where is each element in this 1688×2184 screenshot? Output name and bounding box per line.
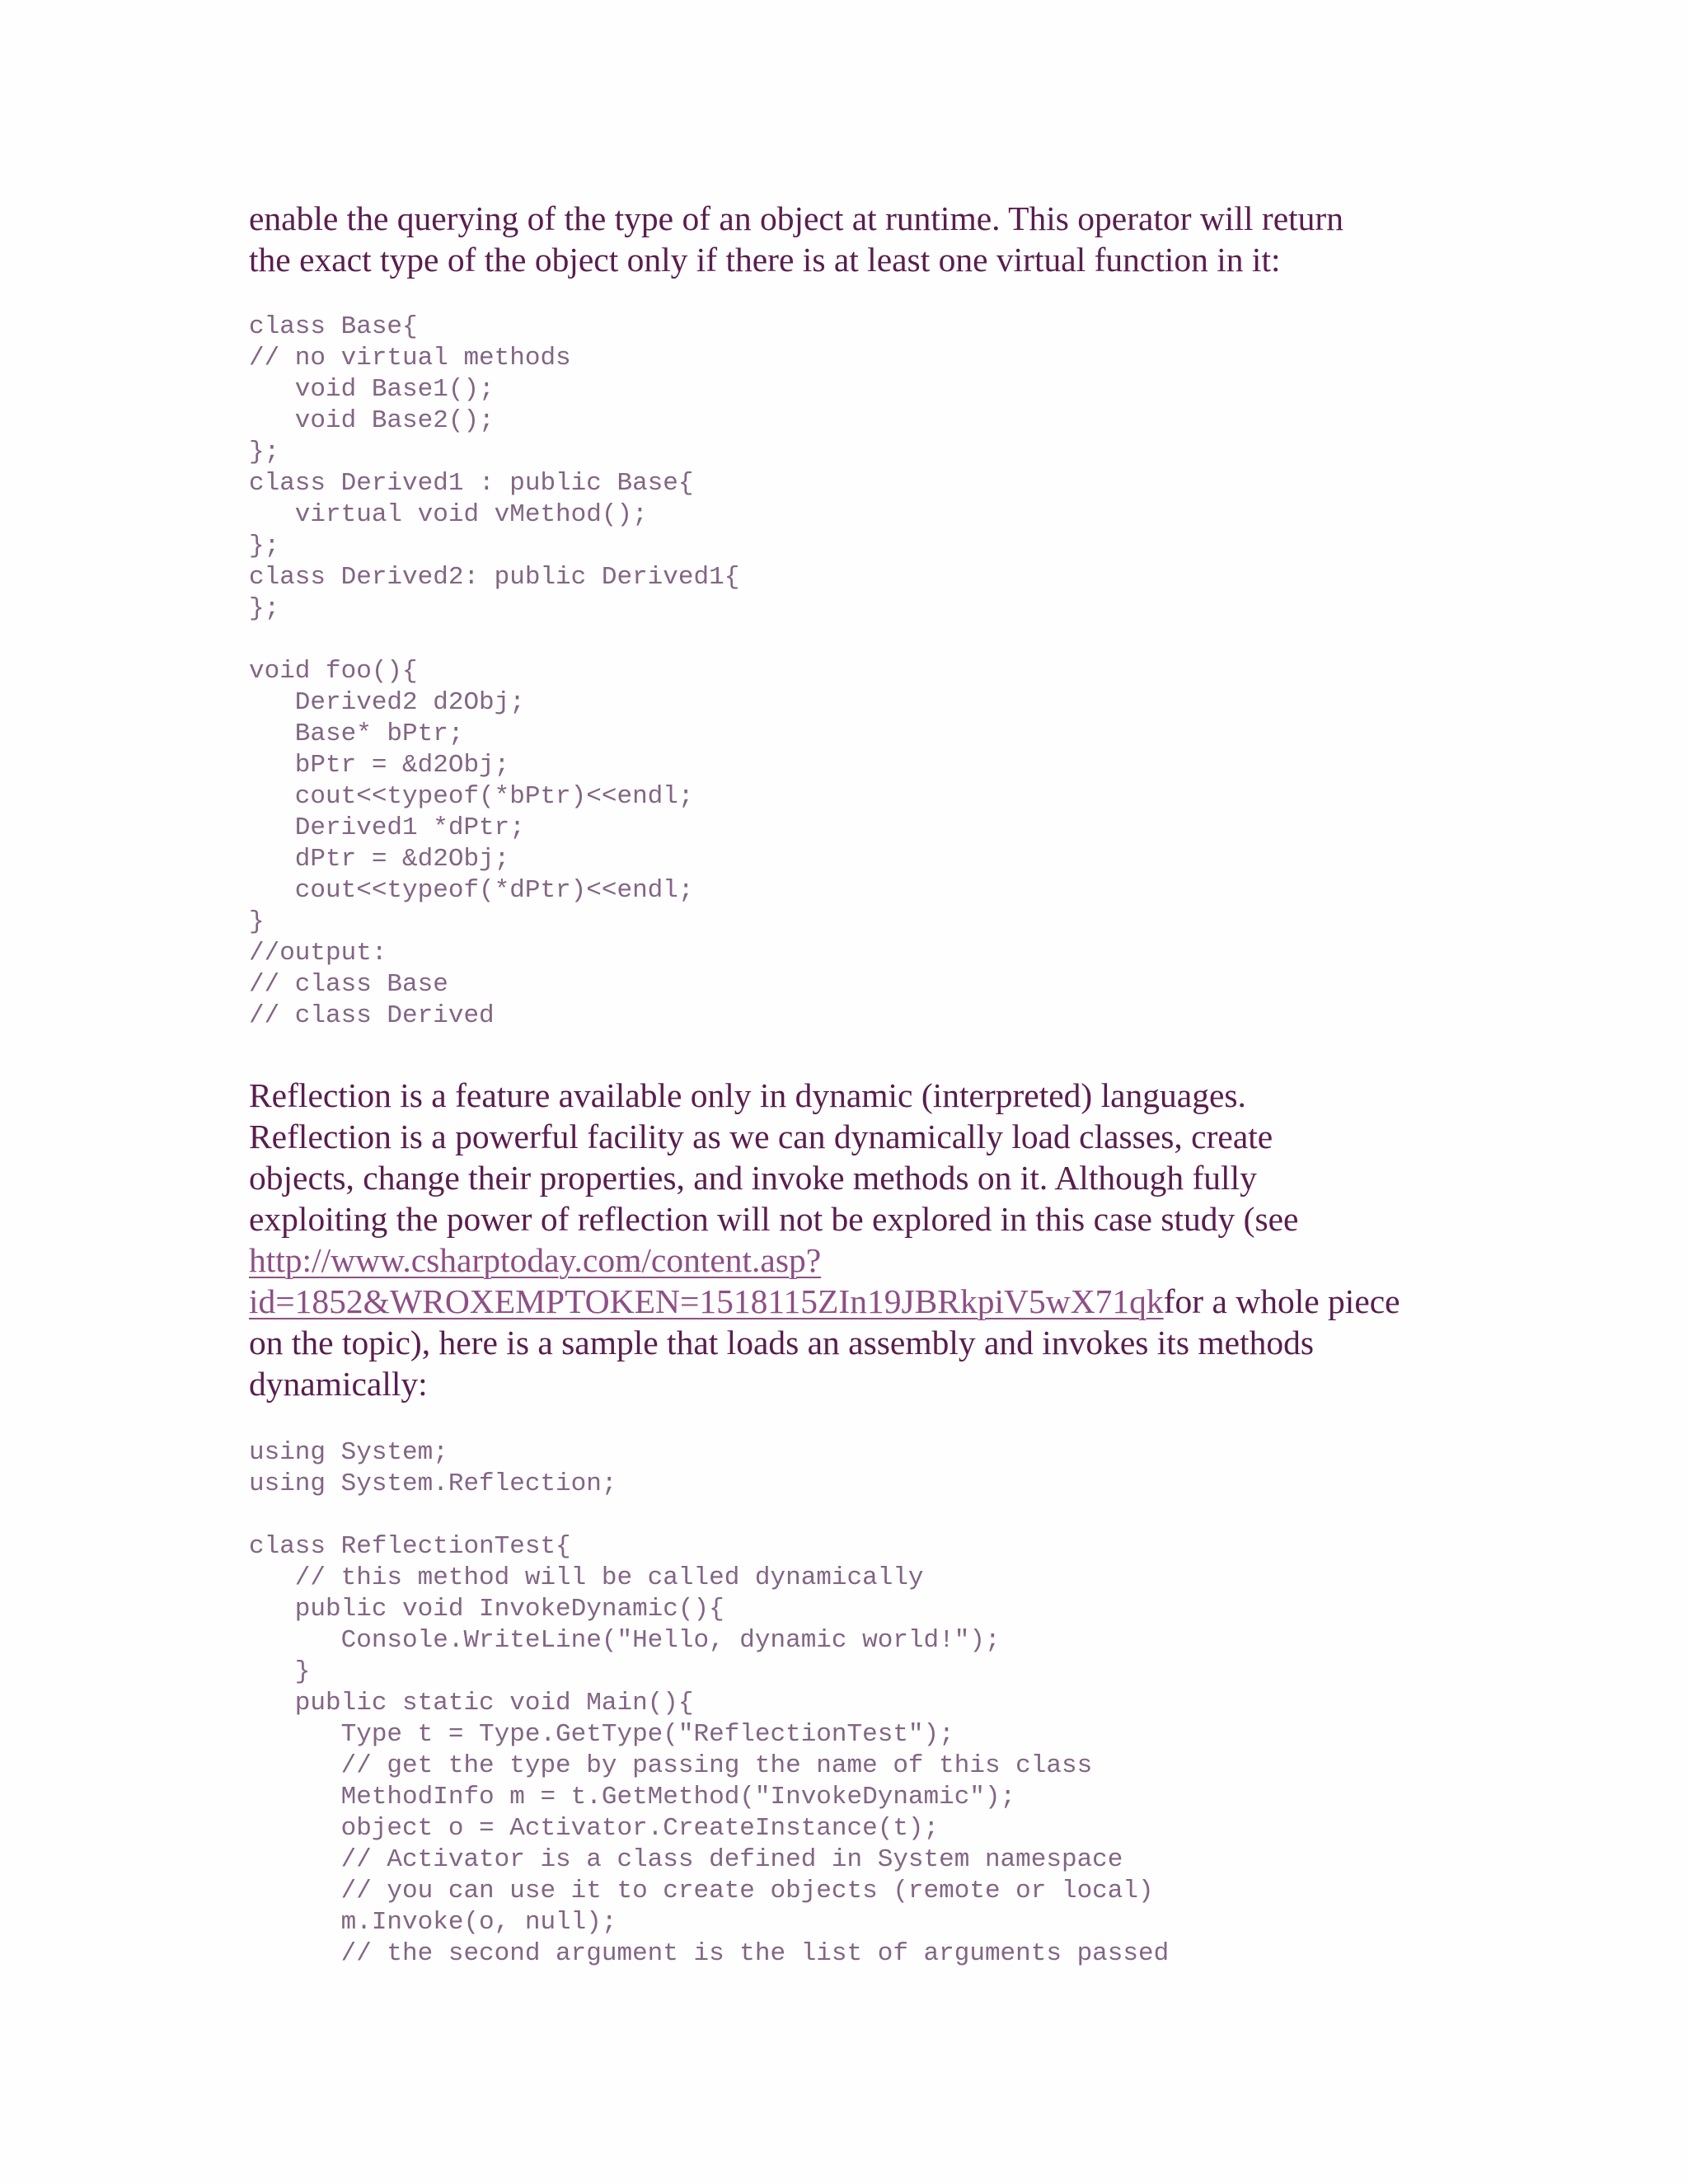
code-line: Derived2 d2Obj; [249,688,525,717]
code-line: using System.Reflection; [249,1469,617,1498]
code-line: class Derived2: public Derived1{ [249,563,740,592]
code-line: public void InvokeDynamic(){ [249,1595,724,1624]
code-line: // get the type by passing the name of this class [249,1751,1093,1780]
code-line: // class Base [249,970,448,999]
code-line: bPtr = &d2Obj; [249,751,510,780]
code-line: object o = Activator.CreateInstance(t); [249,1814,940,1843]
code-line: class ReflectionTest{ [249,1532,571,1561]
document-page [249,198,1452,1970]
code-line: // Activator is a class defined in System namespace [249,1845,1123,1874]
code-line: Base* bPtr; [249,719,464,748]
link-text-part1[interactable]: http://www.csharptoday.com/content.asp? [249,1241,822,1279]
code-line: m.Invoke(o, null); [249,1908,617,1937]
code-line: Type t = Type.GetType("ReflectionTest"); [249,1720,954,1749]
text-line: dynamically: [249,1365,428,1403]
code-line: // the second argument is the list of arguments passed [249,1939,1170,1968]
code-block-reflection [249,1437,1452,1970]
code-line: MethodInfo m = t.GetMethod("InvokeDynamic"); [249,1783,1016,1811]
text-fragment: for a whole piece [1163,1282,1400,1320]
code-line: cout<<typeof(*dPtr)<<endl; [249,876,694,905]
code-line: using System; [249,1438,448,1467]
text-line: the exact type of the object only if there is at least one virtual function in it: [249,241,1281,279]
text-line: objects, change their properties, and invoke methods on it. Although fully [249,1159,1257,1197]
code-line: } [249,907,265,936]
code-line: } [249,1657,311,1686]
code-line: void Base2(); [249,406,495,435]
code-line: void foo(){ [249,657,418,686]
text-line: enable the querying of the type of an object at runtime. This operator will return [249,199,1343,237]
code-line: // you can use it to create objects (remote or local) [249,1877,1154,1905]
code-line: }; [249,438,280,466]
code-line: Derived1 *dPtr; [249,813,525,842]
code-line: //output: [249,939,387,968]
csharptoday-link[interactable] [249,1241,1164,1320]
code-line: // this method will be called dynamically [249,1563,924,1592]
code-line: Console.WriteLine("Hello, dynamic world!"); [249,1626,1001,1655]
reflection-paragraph [249,1075,1452,1404]
code-line: // class Derived [249,1001,495,1030]
text-line: exploiting the power of reflection will not be explored in this case study (see [249,1200,1299,1238]
text-line: Reflection is a feature available only in dynamic (interpreted) languages. [249,1076,1246,1114]
code-line: class Base{ [249,312,418,341]
code-line: dPtr = &d2Obj; [249,845,510,874]
code-line: void Base1(); [249,375,495,404]
intro-paragraph [249,198,1452,280]
code-line: cout<<typeof(*bPtr)<<endl; [249,782,694,811]
code-block-typeof [249,312,1452,1032]
text-line: Reflection is a powerful facility as we can dynamically load classes, create [249,1118,1273,1155]
code-line: // no virtual methods [249,344,571,373]
link-text-part2[interactable]: id=1852&WROXEMPTOKEN=1518115ZIn19JBRkpiV5wX71qk [249,1282,1164,1320]
code-line: }; [249,532,280,560]
text-line: on the topic), here is a sample that loads an assembly and invokes its methods [249,1324,1314,1361]
code-line: class Derived1 : public Base{ [249,469,694,498]
code-line: public static void Main(){ [249,1689,694,1718]
code-line: }; [249,594,280,623]
code-line: virtual void vMethod(); [249,500,648,529]
